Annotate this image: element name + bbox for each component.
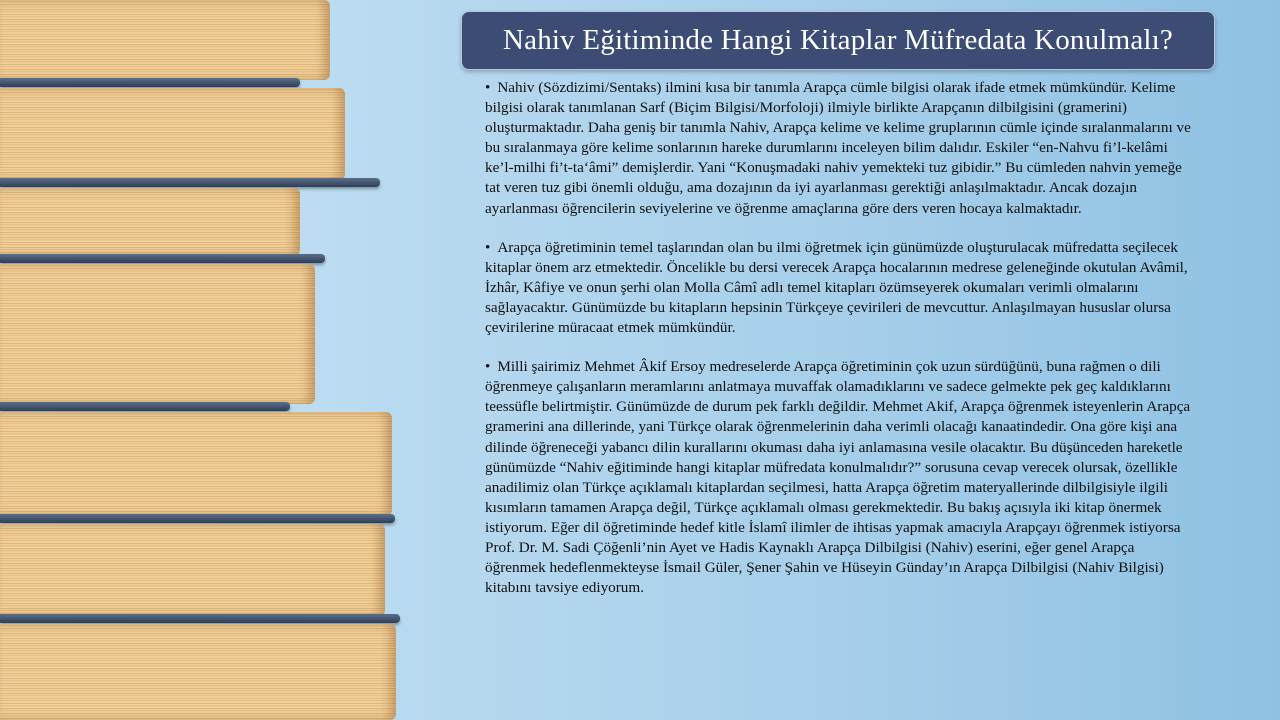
paragraph [485, 78, 1197, 219]
bullet-icon: • [485, 79, 491, 96]
title-box [461, 11, 1215, 70]
bullet-icon: • [485, 358, 491, 376]
book-cover [0, 178, 380, 187]
book [0, 88, 345, 180]
bullet-icon: • [485, 238, 491, 256]
paragraph-text: Arapça öğretiminin temel taşlarından olan bu ilmi öğretmek için günümüzde oluşturulacak müfredatta seçilecek kitaplar önem arz etmektedir. Öncelikle bu dersi verecek Arapça hocalarının medrese geleneğinde okutulan Avâmil, İzhâr, Kâfiye ve onun şerhi olan Molla Câmî adlı temel kitapları özümseyerek okumaları verimli olmalarını sağlayacaktır. Günümüzde bu kitapların hepsinin Türkçeye çevirileri de mevcuttur. Anlaşılmayan hususlar olursa çevirilerine müracaat etmek mümkündür. [485, 238, 1188, 337]
paragraph-text: Milli şairimiz Mehmet Âkif Ersoy medreselerde Arapça öğretiminin çok uzun sürdüğünü, buna rağmen o dili öğrenmeye çalışanların meramlarını anlatmaya muvaffak olamadıklarını ve sadece gelmekte pek geç kaldıklarını teessüfle belirtmiştir. Günümüzde de durum pek farklı değildir. Mehmet Akif, Arapça öğrenmek isteyenlerin Arapça gramerini ana dillerinde, yani Türkçe olarak öğrenmelerinin daha verimli olacağı kanaatindedir. Ona göre kişi ana dilinde öğreneceği yabancı dilin kurallarını okuması daha iyi anlamasına vesile olacaktır. Bu düşünceden hareketle günümüzde “Nahiv eğitiminde hangi kitaplar müfredata konulmalıdır?” sorusuna cevap verecek olursak, özellikle anadilimiz olan Türkçe açıklamalı kitaplardan seçilmesi, hatta Arapça öğretim materyallerinde dilbilgisiyle ilgili kısımların tamamen Arapça değil, Türkçe açıklamalı olması gerekmektedir. Bu bakış açısıyla iki kitap önermek istiyorum. Eğer dil öğretiminde hedef kitle İslamî ilimler de ihtisas yapmak amacıyla Arapçayı öğrenmek istiyorsa Prof. Dr. M. Sadi Çöğenli’nin Ayet ve Hadis Kaynaklı Arapça Dilbilgisi (Nahiv) eserini, eğer genel Arapça öğrenmek hedeflenmekteyse İsmail Güler, Şener Şahin ve Hüseyin Günday’ın Arapça Dilbilgisi (Nahiv Bilgisi) kitabını tavsiye ediyorum. [485, 358, 1191, 597]
paragraph-text: Nahiv (Sözdizimi/Sentaks) ilmini kısa bir tanımla Arapça cümle bilgisi olarak ifade etmek mümkündür. Kelime bilgisi olarak tanımlanan Sarf (Biçim Bilgisi/Morfoloji) ilmiyle birlikte Arapçanın dilbilgisini (gramerini) oluşturmaktadır. Daha geniş bir tanımla Nahiv, Arapça kelime ve kelime gruplarının cümle içinde sıralanmalarını ve bu sıralanmaya göre kelime sonlarının hareke durumlarını inceleyen bilim dalıdır. Eskiler “en-Nahvu fi’l-kelâmi ke’l-milhi fi’t-ta‘âmi” demişlerdir. Yani “Konuşmadaki nahiv yemekteki tuz gibidir.” Bu cümleden nahvin yemeğe tat veren tuz gibi önemli olduğu, ama dozajının da iyi ayarlanması gerektiği anlaşılmaktadır. Ancak dozajın ayarlanması öğrencilerin seviyelerine ve öğrenme amaçlarına göre ders veren hocaya kalmaktadır. [485, 79, 1191, 217]
book [0, 0, 330, 80]
book [0, 264, 315, 404]
slide-title: Nahiv Eğitiminde Hangi Kitaplar Müfredata Konulmalı? [503, 24, 1173, 56]
book [0, 412, 392, 516]
book [0, 524, 385, 616]
book-cover [0, 614, 400, 623]
book [0, 624, 396, 720]
book-stack-image [0, 0, 410, 720]
slide-body [485, 78, 1197, 617]
paragraph [485, 238, 1197, 338]
book-cover [0, 514, 395, 523]
book-cover [0, 78, 300, 87]
paragraph [485, 357, 1197, 598]
book [0, 188, 300, 256]
book-cover [0, 402, 290, 411]
book-cover [0, 254, 325, 263]
